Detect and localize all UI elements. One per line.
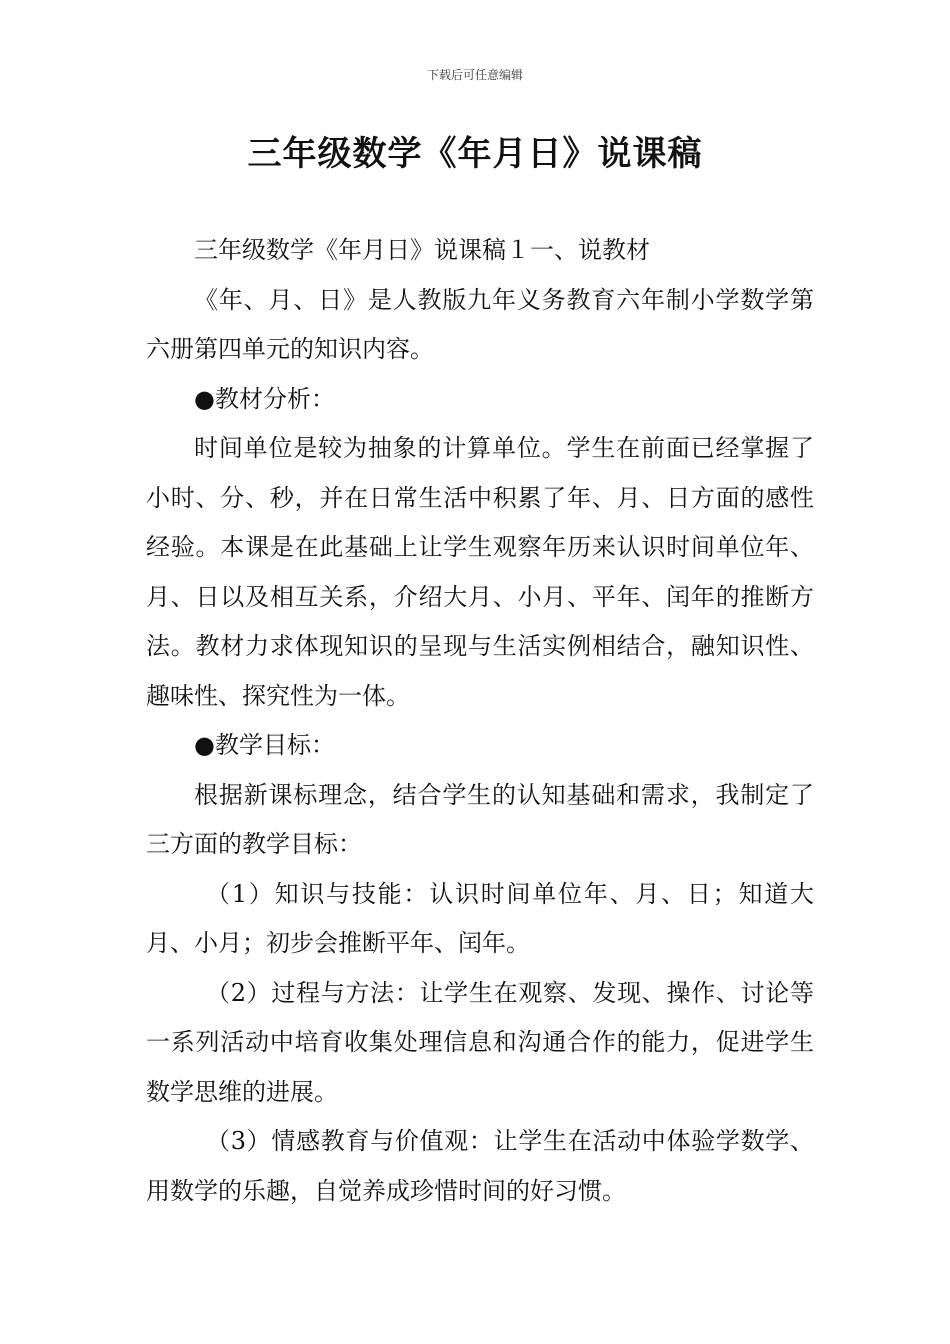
document-title: 三年级数学《年月日》说课稿 — [247, 134, 703, 174]
document-body — [146, 226, 814, 1216]
paragraph-goal-3: （3）情感教育与价值观：让学生在活动中体验学数学、用数学的乐趣，自觉养成珍惜时间的好习惯。 — [146, 1127, 814, 1205]
header-note: 下载后可任意编辑 — [426, 68, 523, 82]
paragraph-goal-1: （1）知识与技能：认识时间单位年、月、日；知道大月、小月；初步会推断平年、闰年。 — [146, 879, 814, 957]
heading-material-analysis: ●教材分析： — [194, 384, 335, 413]
paragraph-goals-intro: 根据新课标理念，结合学生的认知基础和需求，我制定了三方面的教学目标： — [146, 780, 814, 858]
paragraph-analysis: 时间单位是较为抽象的计算单位。学生在前面已经掌握了小时、分、秒，并在日常生活中积累了年、月、日方面的感性经验。本课是在此基础上让学生观察年历来认识时间单位年、月、日以及相互关系，介绍大月、小月、平年、闰年的推断方法。教材力求体现知识的呈现与生活实例相结合，融知识性、趣味性、探究性为一体。 — [146, 434, 814, 710]
paragraph-goal-2: （2）过程与方法：让学生在观察、发现、操作、讨论等一系列活动中培育收集处理信息和沟通合作的能力，促进学生数学思维的进展。 — [146, 978, 814, 1106]
heading-teaching-goals: ●教学目标： — [194, 731, 335, 759]
paragraph-material: 《年、月、日》是人教版九年义务教育六年制小学数学第六册第四单元的知识内容。 — [146, 285, 814, 363]
paragraph-intro: 三年级数学《年月日》说课稿１一、说教材 — [194, 236, 650, 264]
